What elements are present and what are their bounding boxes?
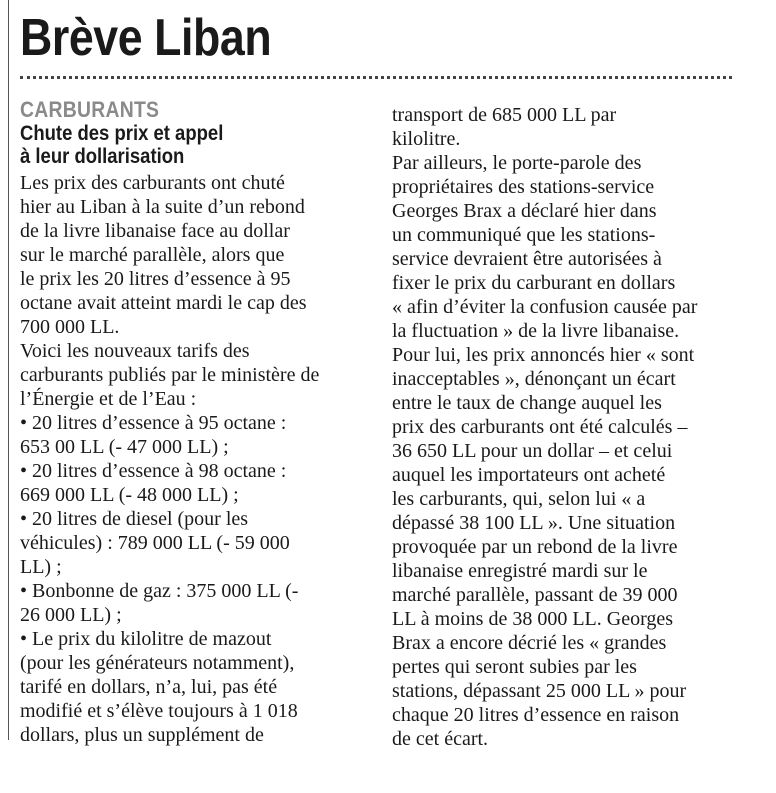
body-text-line: de cet écart. xyxy=(392,728,489,750)
body-text-line: 36 650 LL pour un dollar – et celui xyxy=(392,440,673,462)
body-text-line: Georges Brax a déclaré hier dans xyxy=(392,200,657,222)
body-text-line: 669 000 LL (- 48 000 LL) ; xyxy=(20,484,239,506)
article-body-left xyxy=(20,171,370,747)
article-body-right xyxy=(392,103,742,751)
body-text-line: 26 000 LL) ; xyxy=(20,604,122,626)
body-text-line: kilolitre. xyxy=(392,128,461,150)
body-text-line: de la livre libanaise face au dollar xyxy=(20,220,290,242)
body-text-line: modifié et s’élève toujours à 1 018 xyxy=(20,700,298,722)
body-text-line: dépassé 38 100 LL ». Une situation xyxy=(392,512,676,534)
body-text-line: 700 000 LL. xyxy=(20,316,120,338)
headline-line: à leur dollarisation xyxy=(20,145,185,168)
body-text-line: transport de 685 000 LL par xyxy=(392,104,617,126)
body-text-line: l’Énergie et de l’Eau : xyxy=(20,388,197,410)
body-text-line: provoquée par un rebond de la livre xyxy=(392,536,678,558)
body-text-line: carburants publiés par le ministère de xyxy=(20,364,320,386)
body-text-line: LL à moins de 38 000 LL. Georges xyxy=(392,608,674,630)
body-text-line: hier au Liban à la suite d’un rebond xyxy=(20,196,305,218)
body-text-line: • Le prix du kilolitre de mazout xyxy=(20,628,272,650)
body-text-line: • Bonbonne de gaz : 375 000 LL (- xyxy=(20,580,299,602)
body-text-line: fixer le prix du carburant en dollars xyxy=(392,272,676,294)
body-text-line: entre le taux de change auquel les xyxy=(392,392,662,414)
body-text-line: propriétaires des stations-service xyxy=(392,176,655,198)
body-text-line: Par ailleurs, le porte-parole des xyxy=(392,152,642,174)
body-text-line: un communiqué que les stations- xyxy=(392,224,656,246)
body-text-line: véhicules) : 789 000 LL (- 59 000 xyxy=(20,532,290,554)
body-text-line: libanaise enregistré mardi sur le xyxy=(392,560,648,582)
body-text-line: Les prix des carburants ont chuté xyxy=(20,172,285,194)
body-text-line: service devraient être autorisées à xyxy=(392,248,662,270)
body-text-line: la fluctuation » de la livre libanaise. xyxy=(392,320,680,342)
body-text-line: tarifé en dollars, n’a, lui, pas été xyxy=(20,676,278,698)
article-headline xyxy=(20,122,354,168)
body-text-line: Brax a encore décrié les « grandes xyxy=(392,632,667,654)
body-text-line: les carburants, qui, selon lui « a xyxy=(392,488,646,510)
rubric-title: Brève Liban xyxy=(20,9,272,67)
body-text-line: Voici les nouveaux tarifs des xyxy=(20,340,250,362)
body-text-line: Pour lui, les prix annoncés hier « sont xyxy=(392,344,695,366)
body-text-line: octane avait atteint mardi le cap des xyxy=(20,292,307,314)
body-text-line: LL) ; xyxy=(20,556,62,578)
article-kicker: CARBURANTS xyxy=(20,97,160,122)
body-text-line: le prix les 20 litres d’essence à 95 xyxy=(20,268,291,290)
body-text-line: pertes qui seront subies par les xyxy=(392,656,637,678)
body-text-line: prix des carburants ont été calculés – xyxy=(392,416,688,438)
body-text-line: dollars, plus un supplément de xyxy=(20,724,264,746)
body-text-line: (pour les générateurs notamment), xyxy=(20,652,295,674)
body-text-line: • 20 litres d’essence à 98 octane : xyxy=(20,460,287,482)
headline-line: Chute des prix et appel xyxy=(20,122,224,145)
body-text-line: stations, dépassant 25 000 LL » pour xyxy=(392,680,687,702)
body-text-line: marché parallèle, passant de 39 000 xyxy=(392,584,678,606)
body-text-line: auquel les importateurs ont acheté xyxy=(392,464,666,486)
article-right-column xyxy=(392,103,742,751)
left-column-rule xyxy=(8,0,9,740)
dotted-separator xyxy=(20,76,732,79)
body-text-line: inacceptables », dénonçant un écart xyxy=(392,368,676,390)
body-text-line: 653 00 LL (- 47 000 LL) ; xyxy=(20,436,229,458)
body-text-line: • 20 litres d’essence à 95 octane : xyxy=(20,412,287,434)
body-text-line: • 20 litres de diesel (pour les xyxy=(20,508,249,530)
body-text-line: « afin d’éviter la confusion causée par xyxy=(392,296,698,318)
body-text-line: chaque 20 litres d’essence en raison xyxy=(392,704,680,726)
body-text-line: sur le marché parallèle, alors que xyxy=(20,244,285,266)
article-left-column xyxy=(20,98,370,747)
